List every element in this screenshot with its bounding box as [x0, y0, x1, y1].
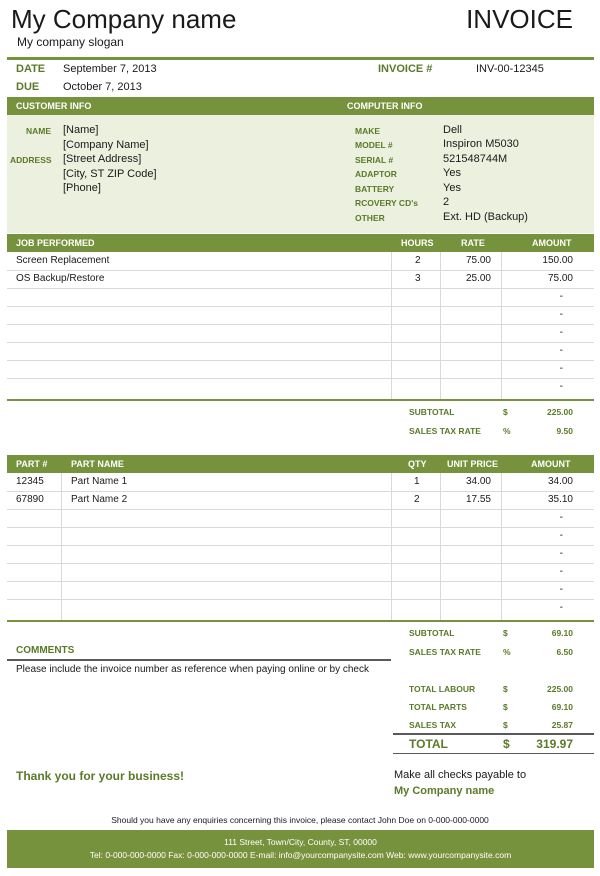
comments-divider	[7, 659, 391, 661]
rate-col-header: RATE	[461, 238, 485, 248]
jobs-table-bottom-rule	[7, 399, 594, 401]
computer-field-value: Dell	[443, 124, 462, 136]
table-row	[7, 563, 594, 582]
unit-price-cell: 34.00	[465, 476, 491, 487]
invoice-number-label: INVOICE #	[378, 63, 433, 75]
total-labour-symbol: $	[503, 684, 508, 694]
table-row	[7, 527, 594, 546]
amount-cell: -	[559, 584, 563, 595]
doc-title: INVOICE	[466, 4, 573, 34]
jobs-header-bar	[7, 234, 594, 252]
amount-cell: -	[559, 309, 563, 320]
table-row	[7, 360, 594, 379]
footer-address: 111 Street, Town/City, County, ST, 00000	[224, 837, 377, 847]
part-name-col-header: PART NAME	[71, 459, 124, 469]
part-col-header: PART #	[16, 459, 48, 469]
computer-field-label: OTHER	[355, 213, 385, 223]
qty-cell: 2	[414, 494, 420, 505]
customer-line: [Street Address]	[63, 153, 142, 165]
computer-field-label: ADAPTOR	[355, 169, 397, 179]
parts-tax-value: 6.50	[556, 647, 573, 657]
rate-cell: 75.00	[465, 255, 491, 266]
computer-info-label: COMPUTER INFO	[347, 101, 423, 111]
amount-cell: -	[559, 566, 563, 577]
info-header-bar	[7, 97, 594, 115]
comments-text: Please include the invoice number as reference when paying online or by check	[16, 664, 369, 675]
jobs-tax-label: SALES TAX RATE	[409, 426, 481, 436]
amount-cell: -	[559, 291, 563, 302]
customer-info-label: CUSTOMER INFO	[16, 101, 92, 111]
table-row	[7, 288, 594, 307]
table-row	[7, 599, 594, 617]
amount-col-header: AMOUNT	[532, 238, 572, 248]
jobs-tax-value: 9.50	[556, 426, 573, 436]
total-parts-label: TOTAL PARTS	[409, 702, 467, 712]
part-cell: 67890	[16, 494, 44, 505]
computer-field-value: Ext. HD (Backup)	[443, 211, 528, 223]
amount-cell: -	[559, 512, 563, 523]
unit-price-col-header: UNIT PRICE	[447, 459, 499, 469]
table-row	[7, 252, 594, 271]
parts-subtotal-value: 69.10	[551, 628, 573, 638]
table-row	[7, 491, 594, 510]
table-row	[7, 509, 594, 528]
grand-total-label: TOTAL	[409, 737, 448, 751]
table-row	[7, 473, 594, 492]
job-cell: OS Backup/Restore	[16, 273, 105, 284]
footer-contact: Tel: 0-000-000-0000 Fax: 0-000-000-0000 E-mail: info@yourcompanysite.com Web: www.yourcompanysite.com	[89, 850, 512, 860]
table-row	[7, 342, 594, 361]
computer-field-label: RCOVERY CD's	[355, 198, 418, 208]
date-value: September 7, 2013	[63, 63, 157, 75]
part-name-cell: Part Name 2	[71, 494, 128, 505]
amount-cell: -	[559, 602, 563, 613]
qty-cell: 1	[414, 476, 420, 487]
info-panel	[7, 115, 594, 233]
total-parts-value: 69.10	[551, 702, 573, 712]
comments-label: COMMENTS	[16, 645, 75, 656]
total-labour-value: 225.00	[547, 684, 573, 694]
company-slogan: My company slogan	[17, 35, 124, 49]
computer-field-value: 2	[443, 196, 450, 208]
amount-cell: -	[559, 381, 563, 392]
computer-field-label: MAKE	[355, 126, 381, 136]
computer-field-value: Inspiron M5030	[443, 138, 519, 150]
rate-cell: 25.00	[465, 273, 491, 284]
sales-tax-value: 25.87	[551, 720, 573, 730]
hours-cell: 2	[415, 255, 421, 266]
jobs-subtotal-symbol: $	[503, 407, 508, 417]
table-row	[7, 378, 594, 396]
amount-cell: -	[559, 530, 563, 541]
parts-amount-col-header: AMOUNT	[531, 459, 571, 469]
enquiries-text: Should you have any enquiries concerning this invoice, please contact John Doe on 0-000-000-0000	[111, 815, 489, 825]
payable-line: Make all checks payable to	[394, 769, 527, 781]
customer-line: [Name]	[63, 124, 99, 136]
job-col-header: JOB PERFORMED	[16, 238, 95, 248]
date-label: DATE	[16, 63, 46, 75]
grand-total-symbol: $	[503, 737, 510, 751]
payable-company-name: My Company name	[394, 785, 495, 797]
unit-price-cell: 17.55	[465, 494, 491, 505]
computer-field-value: 521548744M	[443, 153, 508, 165]
jobs-subtotal-label: SUBTOTAL	[409, 407, 455, 417]
part-name-cell: Part Name 1	[71, 476, 128, 487]
total-bottom-rule	[393, 753, 594, 754]
computer-field-label: BATTERY	[355, 184, 395, 194]
parts-table-bottom-rule	[7, 620, 594, 622]
table-row	[7, 306, 594, 325]
amount-cell: 34.00	[547, 476, 573, 487]
table-row	[7, 545, 594, 564]
name-label: NAME	[26, 126, 52, 136]
computer-field-value: Yes	[443, 167, 461, 179]
total-parts-symbol: $	[503, 702, 508, 712]
jobs-tax-symbol: %	[503, 426, 511, 436]
address-label: ADDRESS	[10, 155, 52, 165]
thank-you-text: Thank you for your business!	[16, 769, 185, 783]
customer-line: [Company Name]	[63, 139, 149, 151]
parts-header-bar	[7, 455, 594, 473]
amount-cell: -	[559, 363, 563, 374]
amount-cell: 150.00	[542, 255, 573, 266]
amount-cell: 35.10	[547, 494, 573, 505]
parts-tax-symbol: %	[503, 647, 511, 657]
amount-cell: -	[559, 548, 563, 559]
due-value: October 7, 2013	[63, 81, 142, 93]
computer-field-label: SERIAL #	[355, 155, 394, 165]
part-cell: 12345	[16, 476, 44, 487]
amount-cell: -	[559, 327, 563, 338]
computer-field-value: Yes	[443, 182, 461, 194]
customer-line: [Phone]	[63, 182, 101, 194]
amount-cell: 75.00	[547, 273, 573, 284]
total-top-rule	[393, 733, 594, 735]
invoice-number-value: INV-00-12345	[476, 63, 544, 75]
parts-subtotal-symbol: $	[503, 628, 508, 638]
hours-col-header: HOURS	[401, 238, 434, 248]
job-cell: Screen Replacement	[16, 255, 110, 266]
jobs-subtotal-value: 225.00	[547, 407, 573, 417]
computer-field-label: MODEL #	[355, 140, 393, 150]
sales-tax-label: SALES TAX	[409, 720, 457, 730]
hours-cell: 3	[415, 273, 421, 284]
company-name: My Company name	[11, 4, 237, 34]
table-row	[7, 581, 594, 600]
due-label: DUE	[16, 81, 40, 93]
total-labour-label: TOTAL LABOUR	[409, 684, 476, 694]
customer-line: [City, ST ZIP Code]	[63, 168, 157, 180]
table-row	[7, 270, 594, 289]
parts-tax-label: SALES TAX RATE	[409, 647, 481, 657]
amount-cell: -	[559, 345, 563, 356]
header-divider	[7, 57, 594, 60]
qty-col-header: QTY	[408, 459, 427, 469]
footer-band	[7, 830, 594, 868]
table-row	[7, 324, 594, 343]
grand-total-value: 319.97	[536, 737, 573, 751]
parts-subtotal-label: SUBTOTAL	[409, 628, 455, 638]
sales-tax-symbol: $	[503, 720, 508, 730]
